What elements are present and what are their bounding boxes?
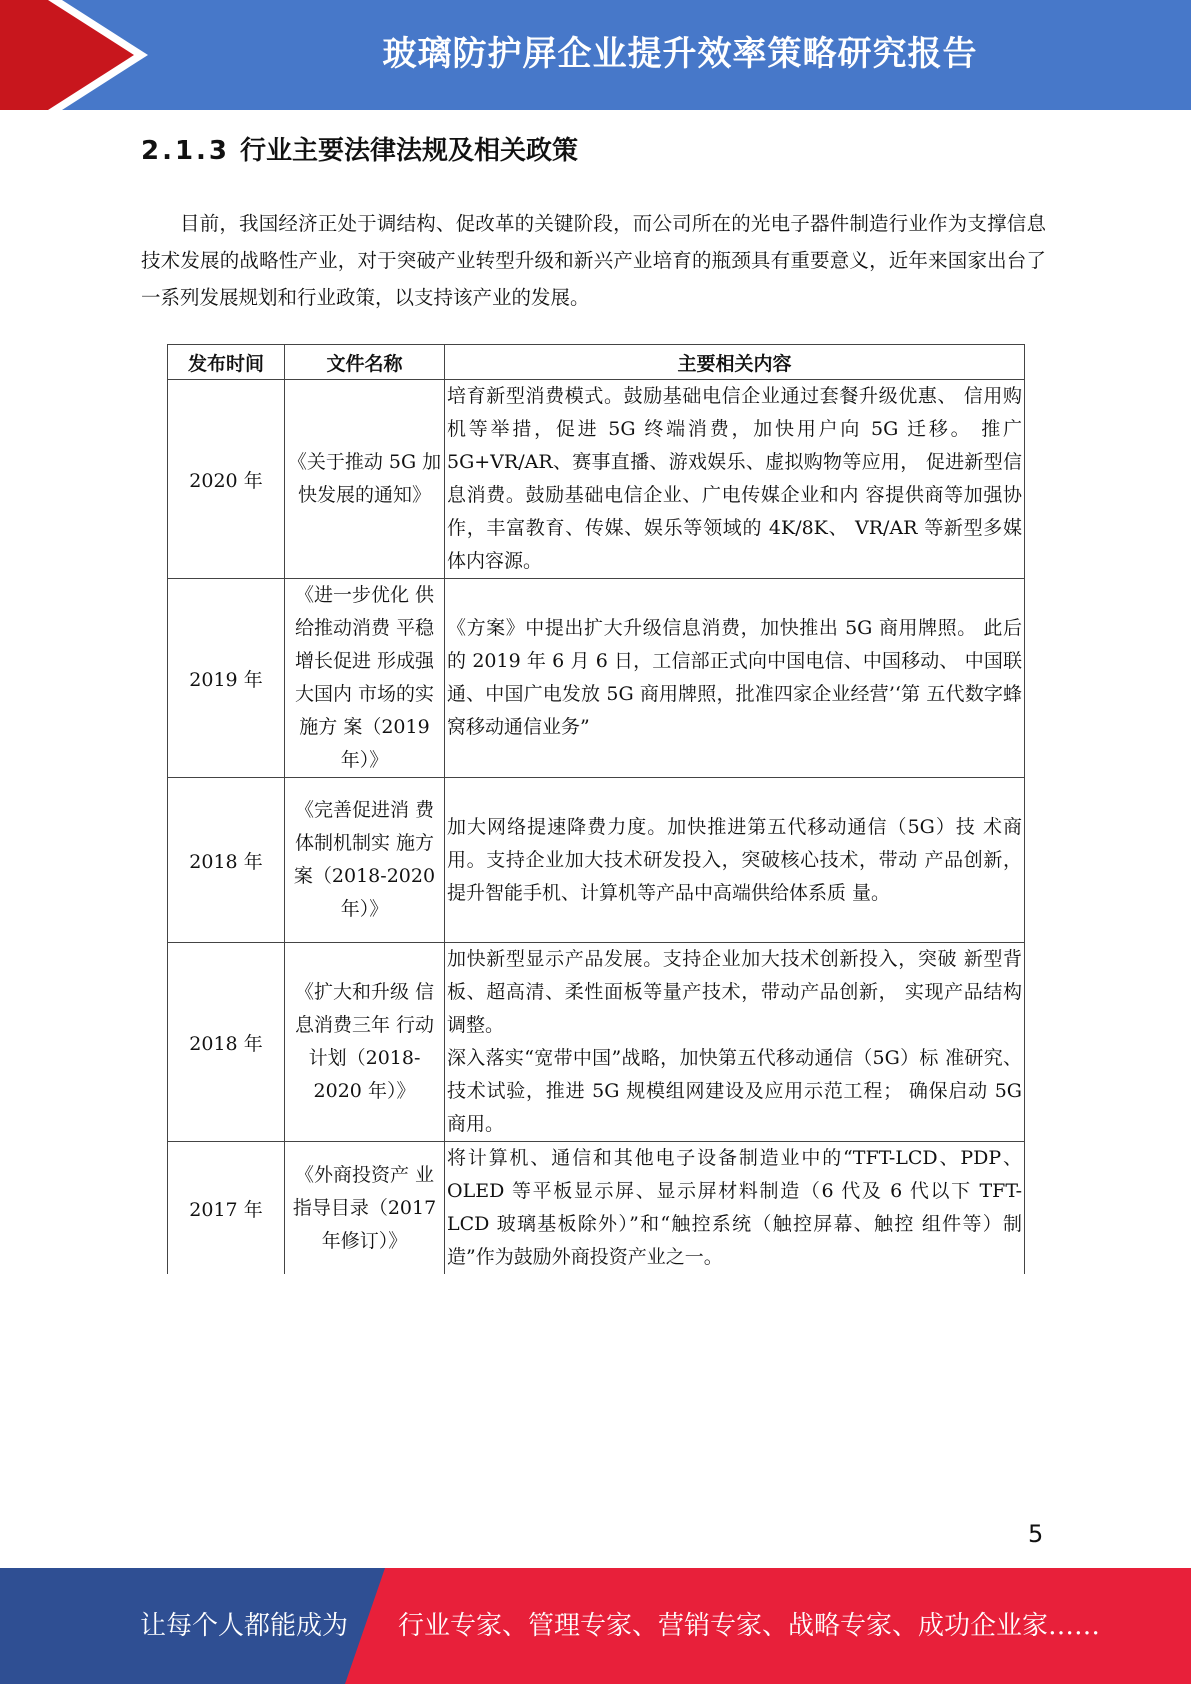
policy-table (167, 344, 1025, 1274)
table-row (168, 943, 1025, 1142)
row-document: 《外商投资产 业指导目录（2017 年修订）》 (285, 1142, 445, 1275)
footer-slogan-right: 行业专家、管理专家、营销专家、战略专家、成功企业家…… (398, 1611, 1101, 1641)
content-paragraph: 《方案》中提出扩大升级信息消费，加快推出 5G 商用牌照。 此后的 2019 年 6 月 6 日，工信部正式向中国电信、中国移动、 中国联通、中国广电发放 5G 商用牌照，批准四家企业经营’‘第 五代数字蜂窝移动通信业务” (447, 617, 1022, 738)
content-paragraph: 将计算机、通信和其他电子设备制造业中的“TFT-LCD、PDP、OLED 等平板显示屏、显示屏材料制造（6 代及 6 代以下 TFT-LCD 玻璃基板除外）”和“触控系统（触控屏幕、触控 组件等）制造”作为鼓励外商投资产业之一。 (447, 1147, 1022, 1268)
table-header-row (168, 345, 1025, 380)
row-year: 2018 年 (168, 943, 285, 1142)
section-number: 2.1.3 (141, 136, 231, 166)
chevron-arrow-icon (0, 0, 160, 110)
column-header-date: 发布时间 (168, 345, 285, 380)
intro-paragraph: 目前，我国经济正处于调结构、促改革的关键阶段，而公司所在的光电子器件制造行业作为支撑信息技术发展的战略性产业，对于突破产业转型升级和新兴产业培育的瓶颈具有重要意义，近年来国家出台了一系列发展规划和行业政策，以支持该产业的发展。 (141, 212, 1046, 309)
column-header-document: 文件名称 (285, 345, 445, 380)
row-content (445, 1142, 1025, 1275)
row-document: 《关于推动 5G 加快发展的通知》 (285, 380, 445, 579)
content-paragraph: 加快新型显示产品发展。支持企业加大技术创新投入，突破 新型背板、超高清、柔性面板等量产技术，带动产品创新， 实现产品结构调整。 (447, 948, 1022, 1036)
row-document: 《进一步优化 供给推动消费 平稳增长促进 形成强大国内 市场的实施方 案（2019 年）》 (285, 579, 445, 778)
table-row (168, 579, 1025, 778)
footer-banner (0, 1568, 1191, 1684)
page-number: 5 (1028, 1520, 1044, 1548)
row-year: 2018 年 (168, 778, 285, 943)
header-banner (0, 0, 1191, 110)
row-year: 2017 年 (168, 1142, 285, 1275)
row-content (445, 579, 1025, 778)
column-header-content: 主要相关内容 (445, 345, 1025, 380)
table-row (168, 380, 1025, 579)
section-title-text: 行业主要法律法规及相关政策 (240, 136, 579, 166)
row-content (445, 943, 1025, 1142)
content-paragraph: 加大网络提速降费力度。加快推进第五代移动通信（5G）技 术商用。支持企业加大技术研发投入，突破核心技术，带动 产品创新，提升智能手机、计算机等产品中高端供给体系质 量。 (447, 815, 1022, 904)
row-year: 2020 年 (168, 380, 285, 579)
row-content (445, 380, 1025, 579)
content-paragraph: 培育新型消费模式。鼓励基础电信企业通过套餐升级优惠、 信用购机等举措，促进 5G 终端消费，加快用户向 5G 迁移。 推广 5G+VR/AR、赛事直播、游戏娱乐、虚拟购物等应用， 促进新型信息消费。鼓励基础电信企业、广电传媒企业和内 容提供商等加强协作，丰富教育、传媒、娱乐等领域的 4K/8K、 VR/AR 等新型多媒体内容源。 (447, 385, 1022, 572)
row-document: 《完善促进消 费体制机制实 施方案（2018-2020 年）》 (285, 778, 445, 943)
report-title: 玻璃防护屏企业提升效率策略研究报告 (382, 34, 978, 74)
table-row (168, 1142, 1025, 1275)
row-document: 《扩大和升级 信息消费三年 行动计划（2018-2020 年）》 (285, 943, 445, 1142)
row-year: 2019 年 (168, 579, 285, 778)
footer-slogan-left: 让每个人都能成为 (140, 1611, 349, 1641)
content-paragraph: 深入落实“宽带中国”战略，加快第五代移动通信（5G）标 准研究、技术试验，推进 5G 规模组网建设及应用示范工程； 确保启动 5G 商用。 (447, 1047, 1022, 1135)
table-row (168, 778, 1025, 943)
section-heading (141, 130, 578, 167)
row-content (445, 778, 1025, 943)
